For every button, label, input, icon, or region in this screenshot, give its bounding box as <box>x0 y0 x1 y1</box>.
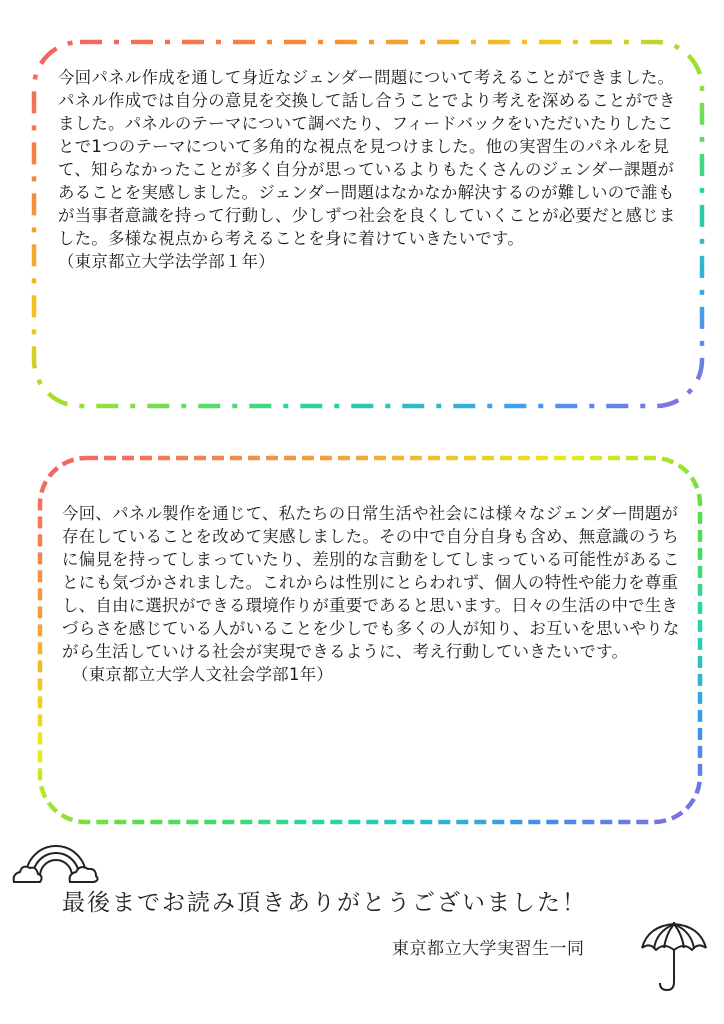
reflection-text <box>58 66 688 273</box>
reflection-box-law <box>32 40 704 408</box>
umbrella-icon <box>636 918 712 998</box>
reflection-body: 今回、パネル製作を通じて、私たちの日常生活や社会には様々なジェンダー問題が存在していることを改めて実感しました。その中で自分自身も含め、無意識のうちに偏見を持ってしまっていたり、差別的な言動をしてしまっている可能性があることにも気づかされました。これからは性別にとらわれず、個人の特性や能力を尊重し、自由に選択ができる環境作りが重要であると思います。日々の生活の中で生きづらさを感じている人がいることを少しでも多くの人が知り、お互いを思いやりながら生活していける社会が実現できるように、考え行動していきたいです。 <box>62 504 680 661</box>
reflection-body: 今回パネル作成を通して身近なジェンダー問題について考えることができました。パネル作成では自分の意見を交換して話し合うことでより考えを深めることができました。パネルのテーマについて調べたり、フィードバックをいただいたりしたことで1つのテーマについて多角的な視点を見つけました。他の実習生のパネルを見て、知らなかったことが多く自分が思っているよりもたくさんのジェンダー課題があることを実感しました。ジェンダー問題はなかなか解決するのが難しいので誰もが当事者意識を持って行動し、少しずつ社会を良くしていくことが必要だと感じました。多様な視点から考えることを身に着けていきたいです。 <box>58 68 676 248</box>
author-affiliation: （東京都立大学人文社会学部1年） <box>72 665 334 684</box>
signoff-group: 東京都立大学実習生一同 <box>392 939 585 959</box>
reflection-box-humanities <box>38 456 702 824</box>
reflection-text <box>62 502 688 686</box>
closing-message: 最後までお読み頂きありがとうございました！ <box>62 890 587 916</box>
author-affiliation: （東京都立大学法学部１年） <box>58 252 275 271</box>
